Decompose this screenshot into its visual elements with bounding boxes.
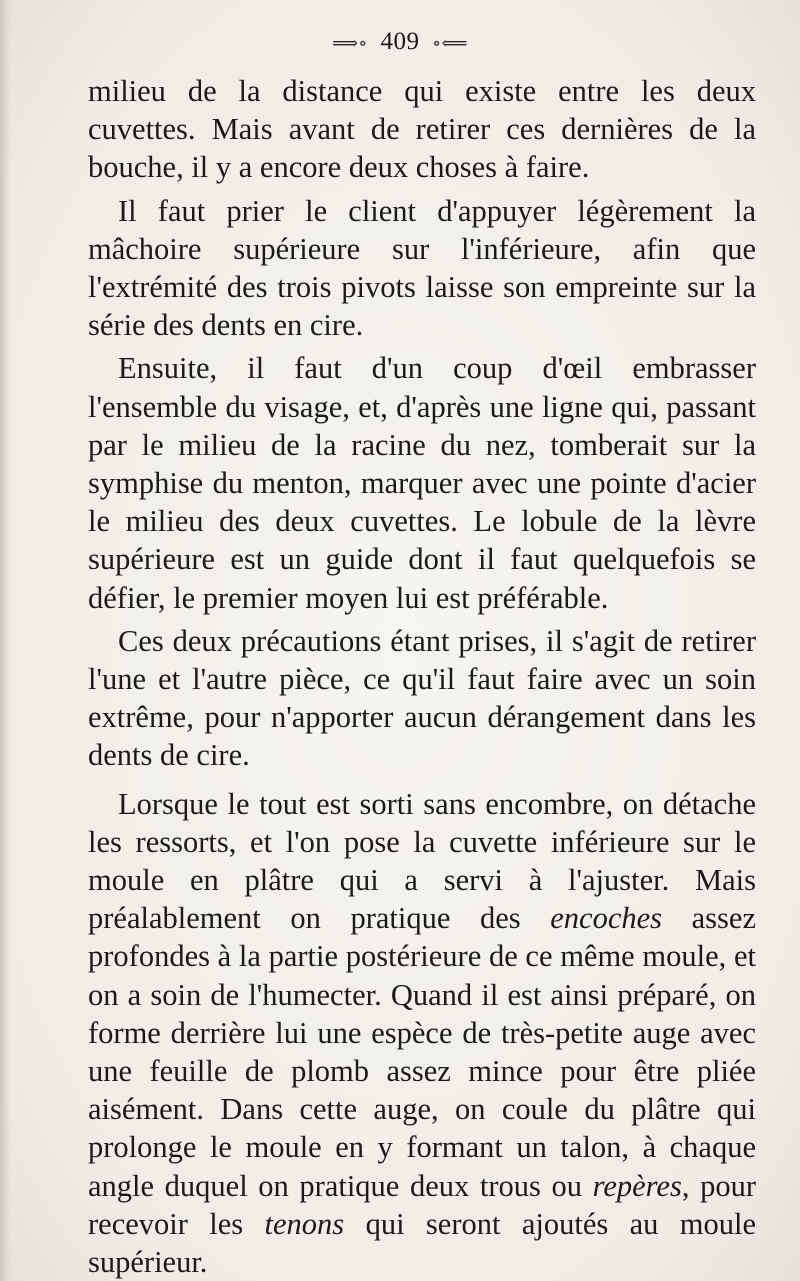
- italic-term-encoches: encoches: [550, 901, 663, 936]
- italic-term-tenons: tenons: [264, 1206, 345, 1241]
- page-number: 409: [380, 28, 420, 55]
- ornament-right-icon: ∘⟸: [432, 32, 468, 53]
- italic-term-reperes: repères: [592, 1168, 682, 1203]
- paragraph-5: [88, 785, 756, 1281]
- page-body: [88, 72, 756, 1281]
- paragraph-1: milieu de la distance qui existe entre les deux cuvettes. Mais avant de retirer ces dernières de la bouche, il y a encore deux choses à faire.: [88, 74, 756, 185]
- paragraph-3: Ensuite, il faut d'un coup d'œil embrasser l'ensemble du visage, et, d'après une ligne qui, passant par le milieu de la racine du nez, tomberait sur la symphise du menton, marquer avec une pointe d'acier le milieu des deux cuvettes. Le lobule de la lèvre supérieure est un guide dont il faut quelquefois se défier, le premier moyen lui est préférable.: [88, 351, 756, 615]
- paragraph-5-part-3: , pour recevoir les: [88, 1168, 756, 1241]
- paragraph-5-part-4: qui seront ajoutés au moule supérieur.: [88, 1206, 756, 1280]
- paragraph-2: Il faut prier le client d'appuyer légèrement la mâchoire supérieure sur l'inférieure, afin que l'extrémité des trois pivots laisse son empreinte sur la série des dents en cire.: [88, 193, 756, 343]
- paragraph-5-part-2: assez profondes à la partie postérieure de ce même moule, et on a soin de l'humecter. Quand il est ainsi préparé, on forme derrière lui une espèce de très-petite auge avec une feuille de plomb assez mince pour être pliée aisément. Dans cette auge, on coule du plâtre qui prolonge le moule en y formant un talon, à chaque angle duquel on pratique deux trous ou: [88, 901, 756, 1203]
- page-header: [0, 28, 800, 56]
- paragraph-5-part-1: Lorsque le tout est sorti sans encombre, on détache les ressorts, et l'on pose la cuvette inférieure sur le moule en plâtre qui a servi à l'ajuster. Mais préalablement on pratique des: [88, 786, 756, 936]
- ornament-left-icon: ⟹∘: [332, 32, 368, 53]
- page-gutter-shadow: [0, 0, 10, 1281]
- paragraph-4: Ces deux précautions étant prises, il s'agit de retirer l'une et l'autre pièce, ce qu'il faut faire avec un soin extrême, pour n'apporter aucun dérangement dans les dents de cire.: [88, 623, 756, 773]
